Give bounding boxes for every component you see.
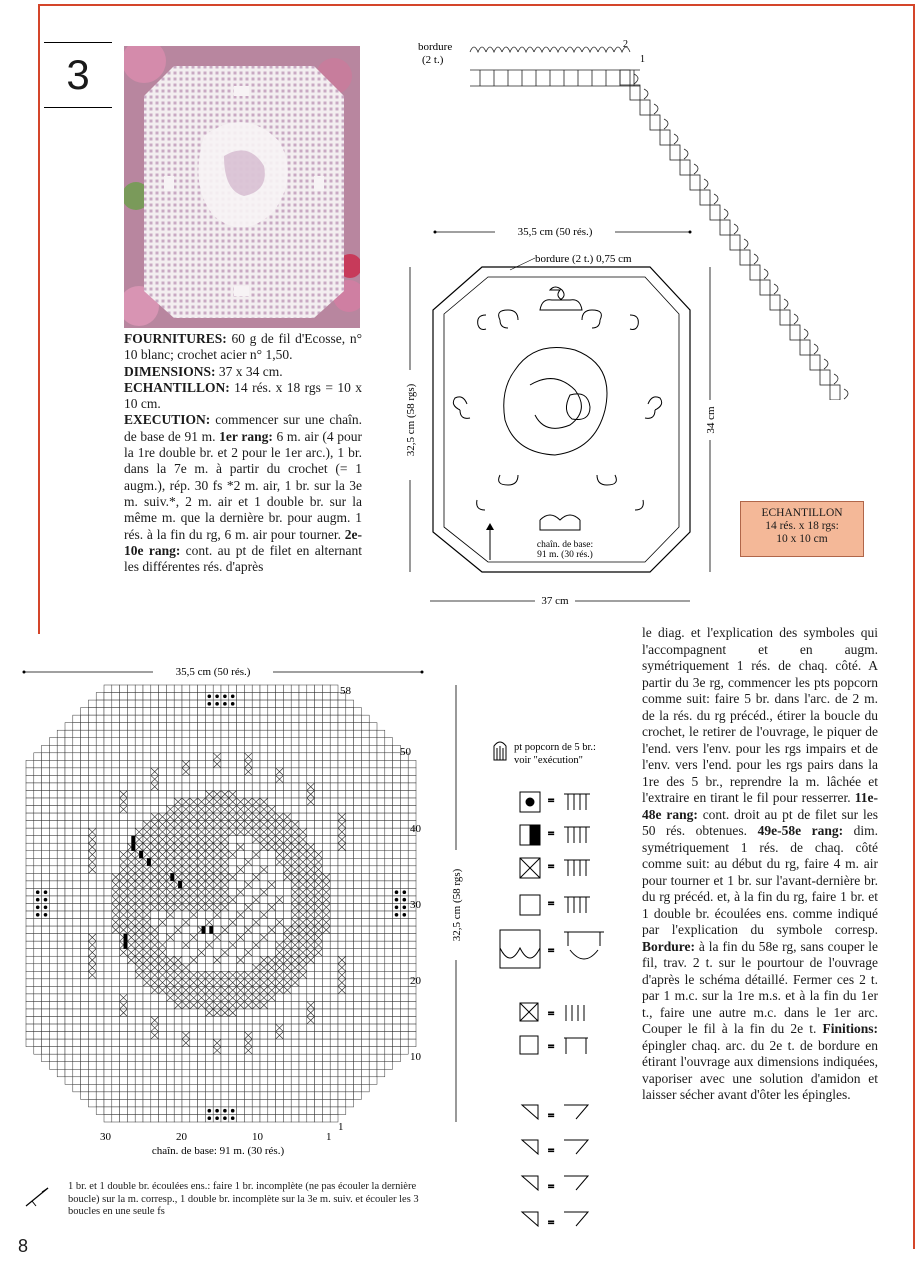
border-step <box>700 190 710 205</box>
execution-label: EXECUTION: <box>124 412 211 428</box>
border-arc <box>550 47 566 52</box>
border-arc <box>518 47 534 52</box>
border-arc-side <box>834 374 838 384</box>
border-arc-side <box>764 269 768 279</box>
border-row-1: 1 <box>640 54 645 65</box>
legend-equals: = <box>548 861 555 873</box>
legend-popcorn: pt popcorn de 5 br.: <box>514 742 596 753</box>
rang1-text: 6 m. air (4 pour la 1re double br. et 2 pour le 1er arc.), 1 br. dans la 7e m. à partir du crochet (= 1 augm.), rép. 30 fs *2 m. air, 1 br. sur la 3e m. suiv.*, 2 m. air et 1 double br. sur la même m. que la dernière br. pour augm. 1 rés. à la fin du rg, 6 m. air pour tourner. <box>124 428 362 542</box>
legend-equals: = <box>548 1145 555 1157</box>
border-step <box>670 145 680 160</box>
instructions-p1: le diag. et l'explication des symboles qui l'accompagnent et en augm. symétriquement 1 rés. de chaq. côté. A partir du 3e rg, commencer les pts popcorn comme suit: faire 5 br. dans l'arc. de 2 m. de la rés. du rg précéd., étirer la boucle du crochet, le retirer de l'ouvrage, le piquer de l'end. vers l'env. pour les rgs impairs et de l'env. vers l'end. pour les rgs pairs dans la 1re des 5 br., reprendre la m. lâchée et l'extraire en tirant le fil pour resserrer. <box>642 625 878 805</box>
border-arc-side <box>794 314 798 324</box>
schematic-right-height: 34 cm <box>705 406 717 434</box>
border-arc-side <box>784 299 788 309</box>
border-arc-side <box>684 149 688 159</box>
legend-equals: = <box>548 945 555 957</box>
echantillon-box-line2: 10 x 10 cm <box>776 533 828 545</box>
chart-row-40: 40 <box>410 823 421 835</box>
border-step <box>810 355 820 370</box>
rang11-label: 11e-48e rang: <box>642 790 878 822</box>
bordure-text: à la fin du 58e rg, sans couper le fil, trav. 2 t. sur le pourtour de l'ouvrage d'après le schéma détaillé. Fermer ces 2 t. par 1 m.c. sur la 1re m.s. et à la fin du 1er t., faire une autre m.c. dans le 1er arc. Couper le fil à la fin du 2e t. <box>642 938 878 1036</box>
border-arc-side <box>634 74 638 84</box>
chart-col-10: 10 <box>252 1131 263 1143</box>
border-arc-side <box>844 389 848 399</box>
border-step <box>650 115 660 130</box>
fournitures-label: FOURNITURES: <box>124 331 227 346</box>
legend-equals: = <box>548 1008 555 1020</box>
echantillon-box <box>740 501 864 557</box>
border-arc-side <box>734 224 738 234</box>
schematic-base-chain2: 91 m. (30 rés.) <box>537 550 593 560</box>
chart-row-50: 50 <box>400 746 411 758</box>
chart-col-20: 20 <box>176 1131 187 1143</box>
border-arc-side <box>654 104 658 114</box>
chart-cells <box>26 685 416 1122</box>
border-detail-label2: (2 t.) <box>422 54 444 66</box>
echantillon-label: ECHANTILLON: <box>124 379 230 395</box>
border-step <box>770 295 780 310</box>
legend-popcorn2: voir "exécution" <box>514 755 583 766</box>
rang1-label: 1er rang: <box>219 428 273 444</box>
chart-col-1: 1 <box>326 1131 332 1143</box>
border-arc-side <box>814 344 818 354</box>
border-arc-side <box>704 179 708 189</box>
rang49-label: 49e-58e rang: <box>757 823 844 838</box>
fournitures-text: 60 g de fil d'Ecosse, n° 10 blanc; crochet acier n° 1,50. <box>124 331 362 363</box>
materials-text <box>124 331 362 575</box>
rang2-text: cont. au pt de filet en alternant les différentes rés. d'après <box>124 542 362 575</box>
border-arc-side <box>824 359 828 369</box>
border-arc <box>534 47 550 52</box>
rang11-text: cont. droit au pt de filet sur les 50 rés. obtenues. <box>642 806 878 838</box>
execution-text: commencer sur une chaîn. de base de 91 m. <box>124 412 362 444</box>
bordure-label: Bordure: <box>642 938 695 954</box>
border-arc-side <box>754 254 758 264</box>
chart-row-20: 20 <box>410 975 421 987</box>
schematic-base-chain: chaîn. de base: <box>536 540 594 550</box>
size-schematic <box>400 220 730 615</box>
legend-equals: = <box>548 1181 555 1193</box>
legend-equals: = <box>548 898 555 910</box>
schematic-left-height: 32,5 cm (58 rgs) <box>405 383 417 457</box>
border-step <box>790 325 800 340</box>
page-frame-top <box>38 4 914 6</box>
echantillon-text: 14 rés. x 18 rgs = 10 x 10 cm. <box>124 379 362 412</box>
border-arc <box>470 47 486 52</box>
border-step <box>780 310 790 325</box>
doily-photo <box>124 46 360 328</box>
border-arc-side <box>804 329 808 339</box>
border-step <box>630 85 640 100</box>
border-row-2: 2 <box>623 39 628 50</box>
filet-chart <box>18 660 478 1160</box>
schematic-bottom-width: 37 cm <box>541 595 569 607</box>
schematic-top-width: 35,5 cm (50 rés.) <box>517 226 593 238</box>
border-arc <box>502 47 518 52</box>
border-arc <box>486 47 502 52</box>
border-step <box>760 280 770 295</box>
border-step <box>820 370 830 385</box>
border-arc-side <box>774 284 778 294</box>
rang49-text: dim. symétriquement 1 rés. de chaq. côté comme suit: au début du rg, faire 4 m. air pour tourner et 1 br. sur l'avant-dernière br. du rg précéd. et, à la fin du rg, faire 1 br. et 1 double br. écoulées ens. comme indiqué par l'explication du symbole corresp. <box>642 823 878 937</box>
echantillon-box-line1: 14 rés. x 18 rgs: <box>765 520 839 532</box>
border-step <box>620 70 630 85</box>
border-step <box>800 340 810 355</box>
chart-row-30: 30 <box>410 899 421 911</box>
border-arc-side <box>744 239 748 249</box>
legend-equals: = <box>548 1217 555 1229</box>
page-number: 8 <box>18 1236 29 1256</box>
schematic-border-label: bordure (2 t.) 0,75 cm <box>535 253 632 265</box>
legend-equals: = <box>548 795 555 807</box>
border-arc-side <box>664 119 668 129</box>
border-step <box>730 235 740 250</box>
page-frame-right <box>913 4 915 1249</box>
legend-equals: = <box>548 1110 555 1122</box>
border-step <box>680 160 690 175</box>
border-step <box>830 385 840 400</box>
border-arc <box>566 47 582 52</box>
border-arc <box>582 47 598 52</box>
legend-footnote: 1 br. et 1 double br. écoulées ens.: faire 1 br. incomplète (ne pas écouler la dernière boucle) sur la m. corresp., 1 double br. incomplète sur la 3e m. suiv. et écouler les 3 boucles en une seule fs <box>68 1181 419 1217</box>
page-frame-left <box>38 4 40 634</box>
border-arc <box>598 47 614 52</box>
border-step <box>660 130 670 145</box>
echantillon-box-title: ECHANTILLON <box>761 507 843 519</box>
chart-side-height: 32,5 cm (58 rgs) <box>451 868 463 942</box>
symbol-legend <box>488 738 638 1238</box>
rang2-label: 2e-10e rang: <box>124 526 362 558</box>
legend-equals: = <box>548 1041 555 1053</box>
border-step <box>750 265 760 280</box>
border-arc-side <box>724 209 728 219</box>
chart-top-width: 35,5 cm (50 rés.) <box>175 666 251 678</box>
border-step <box>740 250 750 265</box>
border-arc-side <box>694 164 698 174</box>
border-detail-label: bordure <box>418 41 453 53</box>
border-arc-side <box>714 194 718 204</box>
border-step <box>710 205 720 220</box>
finitions-text: épingler chaq. arc. du 2e t. de bordure en étirant l'ouvrage aux dimensions indiquées, vaporiser avec une solution d'amidon et laisser sécher avant d'ôter les épingles. <box>642 1037 878 1102</box>
legend-grid-symbol <box>520 895 540 915</box>
finitions-label: Finitions: <box>822 1021 878 1036</box>
dimensions-label: DIMENSIONS: <box>124 363 216 379</box>
chart-row-58: 58 <box>340 685 351 697</box>
border-arc-side <box>674 134 678 144</box>
chart-base-chain: chaîn. de base: 91 m. (30 rés.) <box>151 1145 285 1157</box>
pattern-number: 3 <box>44 42 112 108</box>
chart-row-10: 10 <box>410 1051 421 1063</box>
border-arc-side <box>644 89 648 99</box>
legend-equals: = <box>548 828 555 840</box>
instructions-text <box>642 625 878 1104</box>
chart-row-1: 1 <box>338 1121 344 1133</box>
chart-col-30: 30 <box>100 1131 111 1143</box>
border-step <box>640 100 650 115</box>
border-step <box>690 175 700 190</box>
decrease-symbol-icon <box>24 1184 54 1210</box>
dimensions-text: 37 x 34 cm. <box>215 363 283 379</box>
